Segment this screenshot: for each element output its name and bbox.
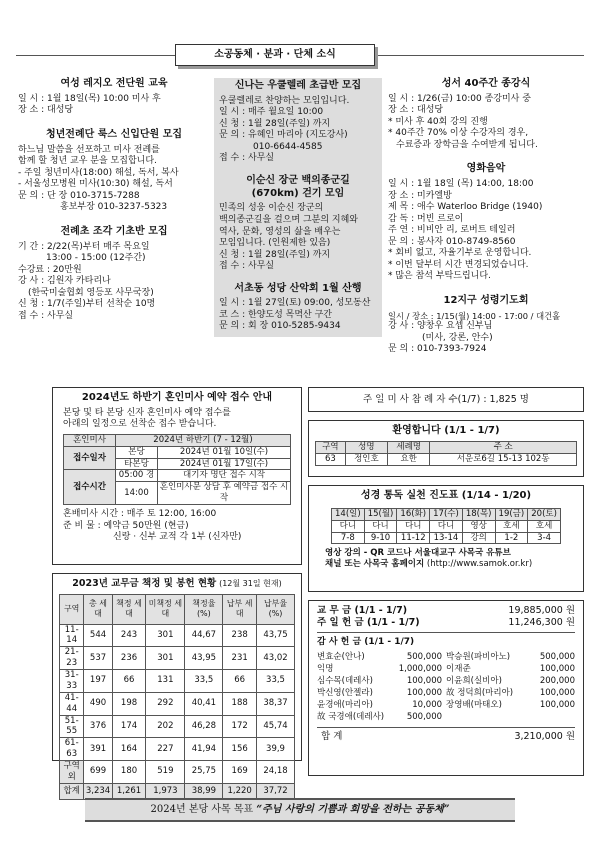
census-cell: 3,234: [84, 783, 112, 800]
donor-name: 변효순(안나): [317, 651, 365, 662]
donor-name: 장영배(마태오): [446, 700, 502, 711]
bible-title: 성경 통독 실천 진도표 (1/14 - 1/20): [360, 490, 532, 501]
notice-line: 장 소 : 대성당: [388, 105, 444, 116]
notice-title: 신나는 우쿨렐레 초급반 모집: [234, 80, 362, 91]
notice-line: 우쿨렐레로 찬양하는 모임입니다.: [219, 95, 350, 106]
wedding-intro: 본당 및 타 본당 신자 혼인미사 예약 접수를: [63, 407, 231, 418]
census-cell: 180: [112, 761, 146, 784]
notice-line: 일시 / 장소 : 1/15(월) 14:00 - 17:00 / 대건홀: [388, 310, 561, 321]
census-cell: 41-44: [60, 692, 84, 715]
notice-line: 13:00 - 15:00 (12주간): [46, 253, 146, 264]
bible-book: 다니: [397, 520, 430, 532]
footer-prefix: 2024년 본당 사목 목표: [150, 804, 254, 815]
notice-line: 하느님 말씀을 선포하고 미사 전례를: [18, 144, 160, 155]
notice-line: 접 수 : 사무실: [18, 310, 74, 321]
total-label: 합 계: [321, 731, 343, 743]
census-cell: 236: [112, 647, 146, 670]
wedding-cell: 혼인미사문 상담 후 예약금 접수 시작: [158, 482, 291, 505]
bible-chapters: 11-12: [397, 532, 430, 544]
notice-line: (한국미술협회 영등포 사무국장): [28, 287, 154, 298]
wedding-cell: 2024년 01월 10일(수): [158, 446, 291, 458]
notice-title: 이순신 장군 백의종군길 (670km) 걷기 모임: [246, 174, 350, 199]
wedding-box: [52, 387, 302, 565]
bible-chapters: 13-14: [430, 532, 463, 544]
bible-box: [308, 485, 584, 592]
census-cell: 197: [84, 670, 112, 693]
attendance-text: 주 일 미 사 참 례 자 수(1/7) : 1,825 명: [363, 394, 529, 405]
wedding-cell: 05:00 경: [116, 470, 158, 482]
wedding-note: 신랑 · 신부 교적 각 1부 (신자만): [113, 532, 242, 543]
notice-line: 장 소 : 대성당: [18, 105, 74, 116]
notice-line: 문 의 : 회 장 010-5285-9434: [219, 321, 341, 332]
notice-prayer: [388, 295, 584, 356]
donor-row: [317, 699, 575, 711]
notice-line: 문 의 : 단 장 010-3715-7288: [18, 190, 140, 201]
notice-line: 일 시 : 1/26(금) 10:00 종강미사 중: [388, 93, 531, 104]
census-cell: 243: [112, 624, 146, 647]
notice-line: 신 청 : 1월 28일(주일) 까지: [219, 118, 331, 129]
notice-line: * 회비 없고, 자율기부로 운영합니다.: [388, 248, 532, 259]
census-th: 총 세대: [84, 594, 112, 624]
finance-label: 주 일 헌 금 (1/1 - 1/7): [317, 617, 420, 629]
welcome-box: [308, 420, 584, 477]
bible-book: 다니: [364, 520, 397, 532]
census-cell: 301: [146, 624, 185, 647]
notice-ukulele: [219, 80, 377, 165]
donor-row: [317, 711, 575, 723]
donor-name: [442, 711, 527, 723]
welcome-th: 주 소: [430, 441, 577, 453]
notice-line: 기 간 : 2/22(목)부터 매주 목요일: [18, 241, 150, 252]
notice-walk: [219, 175, 377, 273]
census-cell: 합계: [60, 783, 84, 800]
bible-day: 17(수): [430, 508, 463, 520]
census-cell: 43,95: [185, 647, 223, 670]
notice-line: 접 수 : 사무실: [219, 153, 275, 164]
notice-line: (미사, 강론, 안수): [422, 332, 493, 343]
bible-book: 호세: [528, 520, 561, 532]
bible-note-line: [317, 559, 575, 570]
welcome-th: 성명: [345, 441, 387, 453]
bible-day: 14(일): [332, 508, 365, 520]
notice-line: 강 사 : 김원자 카타리나: [18, 276, 111, 287]
notice-line: 장 소 : 미카엘방: [388, 190, 452, 201]
finance-value: 19,885,000 원: [508, 605, 575, 616]
bible-chapters: 9-10: [364, 532, 397, 544]
census-th: 납부율 (%): [257, 594, 295, 624]
census-cell: 301: [146, 647, 185, 670]
notice-line: 신 청 : 1월 28일(주일) 까지: [219, 249, 331, 260]
welcome-cell: 서운로6길 15-13 102동: [430, 453, 577, 465]
welcome-title: 환영합니다 (1/1 - 1/7): [392, 425, 500, 436]
wedding-cell: 본당: [116, 446, 158, 458]
bible-day: 19(금): [495, 508, 528, 520]
donor-name: 박승원(파비아노): [446, 651, 511, 662]
bible-day: 15(월): [364, 508, 397, 520]
notice-line: 감 독 : 머빈 르로이: [388, 213, 464, 224]
welcome-th: 구역: [316, 441, 346, 453]
bible-note: 영상 강의 - QR 코드나 서울대교구 사목국 유튜브: [325, 548, 511, 559]
census-cell: 1,973: [146, 783, 185, 800]
census-table: [59, 594, 295, 801]
notice-line: 접 수 : 사무실: [219, 261, 275, 272]
donor-row: [317, 651, 575, 663]
notice-lux: [18, 129, 210, 214]
census-th: 납부 세대: [223, 594, 257, 624]
notice-line: 강 사 : 양창우 요셉 신부님: [388, 321, 493, 332]
donor-amount: 10,000: [412, 700, 443, 711]
donor-amount: 200,000: [539, 675, 575, 686]
notice-line: * 이번 달부터 시간 변경되었습니다.: [388, 259, 529, 270]
census-cell: 43,75: [257, 624, 295, 647]
notice-line: * 미사 후 40회 강의 진행: [388, 116, 488, 127]
census-date: (12월 31일 현재): [219, 579, 282, 588]
census-row: [60, 624, 295, 647]
finance-value: 11,246,300 원: [508, 617, 575, 629]
finance-row: [317, 605, 575, 617]
donor-name: 심수목(데레사): [317, 675, 373, 686]
notice-movie: [388, 163, 584, 282]
census-cell: 51-55: [60, 715, 84, 738]
donor-name: 익명: [317, 663, 334, 674]
notice-line: 주 연 : 비비안 리, 로버트 테일러: [388, 225, 516, 236]
bible-table: [331, 508, 561, 545]
census-cell: 169: [223, 761, 257, 784]
census-cell: 292: [146, 692, 185, 715]
bible-note: 채널 또는 사목국 홈페이지: [325, 559, 425, 570]
welcome-table: [315, 441, 577, 466]
donor-row: [317, 675, 575, 687]
bible-day: 20(토): [528, 508, 561, 520]
donor-name: 이재준: [446, 663, 471, 674]
donor-name: 이윤희(실비아): [446, 675, 502, 686]
notice-line: 제 목 : 애수 Waterloo Bridge (1940): [388, 202, 543, 213]
notice-line: 백의종군길을 걸으며 그분의 지혜와: [219, 215, 358, 225]
footer-banner: [85, 798, 515, 822]
finance-label: 교 무 금 (1/1 - 1/7): [317, 605, 408, 616]
census-cell: 188: [223, 692, 257, 715]
welcome-cell: 63: [316, 453, 346, 465]
census-cell: 131: [146, 670, 185, 693]
census-cell: 44,67: [185, 624, 223, 647]
notice-line: 일 시 : 1월 27일(토) 09:00, 성모동산: [219, 298, 371, 309]
wedding-title: 2024년도 하반기 혼인미사 예약 접수 안내: [81, 392, 273, 403]
notice-legio: [18, 78, 210, 117]
donor-name: 윤경애(마리아): [317, 700, 373, 711]
wedding-note: 준 비 물 : 예약금 50만원 (현금): [63, 520, 189, 531]
census-cell: 39,9: [257, 738, 295, 761]
donor-amount: 100,000: [406, 675, 443, 686]
notice-line: * 40주간 70% 이상 수강자의 경우,: [388, 128, 529, 139]
census-cell: 376: [84, 715, 112, 738]
finance-row: [317, 617, 575, 633]
census-th: 미책정 세대: [146, 594, 185, 624]
census-cell: 38,99: [185, 783, 223, 800]
column-left: [18, 78, 210, 334]
wedding-note: 혼배미사 시간 : 매주 토 12:00, 16:00: [63, 509, 217, 520]
notice-line: 신 청 : 1/7(주일)부터 선착순 10명: [18, 299, 156, 310]
notice-line: 수료증과 장학금을 수여받게 됩니다.: [396, 139, 538, 150]
notice-line: 일 시 : 1월 18일 (목) 14:00, 18:00: [388, 179, 534, 190]
notice-line: 문 의 : 010-7393-7924: [388, 344, 487, 355]
census-cell: 1,220: [223, 783, 257, 800]
census-th: 책정율 (%): [185, 594, 223, 624]
donor-row: [317, 687, 575, 699]
notice-line: 문 의 : 봉사자 010-8749-8560: [388, 236, 516, 247]
bible-book: 다니: [430, 520, 463, 532]
welcome-cell: 요한: [388, 453, 430, 465]
notice-line: 역사, 문화, 영성의 삶을 배우는: [219, 226, 341, 237]
donation-title: 감 사 헌 금 (1/1 - 1/7): [317, 637, 415, 648]
bible-chapters: 1-2: [495, 532, 528, 544]
census-cell: 31-33: [60, 670, 84, 693]
census-heading: [59, 578, 295, 591]
wedding-table: [63, 434, 291, 505]
notice-line: - 서울성모병원 미사(10:30) 해설, 독서: [18, 179, 173, 190]
notice-line: 수강료 : 20만원: [18, 264, 82, 275]
census-cell: 25,75: [185, 761, 223, 784]
donor-amount: 500,000: [406, 651, 443, 662]
attendance-box: [308, 387, 584, 412]
donor-amount: 500,000: [406, 712, 443, 723]
donor-name: 故 정덕희(마리아): [446, 688, 514, 699]
census-cell: 45,74: [257, 715, 295, 738]
wedding-cell: 대기자 명단 접수 시작: [158, 470, 291, 482]
section-header: 소공동체 · 분과 · 단체 소식: [175, 44, 375, 66]
notice-title: 12지구 성령기도회: [443, 294, 529, 306]
welcome-cell: 정인호: [345, 453, 387, 465]
donor-amount: 500,000: [539, 651, 575, 662]
welcome-th: 세례명: [388, 441, 430, 453]
wedding-cell: 타본당: [116, 458, 158, 470]
donor-amount: 100,000: [539, 688, 575, 699]
bible-day: 16(화): [397, 508, 430, 520]
column-middle: [214, 78, 382, 337]
census-cell: 21-23: [60, 647, 84, 670]
wedding-cell: 14:00: [116, 482, 158, 505]
bible-chapters: 강의: [462, 532, 495, 544]
census-cell: 38,37: [257, 692, 295, 715]
census-cell: 537: [84, 647, 112, 670]
census-row: [60, 715, 295, 738]
census-row: [60, 692, 295, 715]
census-cell: 174: [112, 715, 146, 738]
bible-chapters: 7-8: [332, 532, 365, 544]
census-row: [60, 761, 295, 784]
notice-line: 010-6644-4585: [253, 141, 323, 152]
donor-list: [317, 651, 575, 723]
wedding-rowhead: 접수시간: [64, 470, 116, 505]
donor-amount: 100,000: [539, 663, 575, 674]
census-cell: 156: [223, 738, 257, 761]
census-cell: 66: [223, 670, 257, 693]
census-cell: 61-63: [60, 738, 84, 761]
finance-total: [317, 727, 575, 743]
census-cell: 66: [112, 670, 146, 693]
wedding-th: 2024년 하반기 (7 - 12월): [116, 434, 291, 446]
donor-amount: 100,000: [406, 688, 443, 699]
census-cell: 구역외: [60, 761, 84, 784]
census-cell: 490: [84, 692, 112, 715]
donor-name: 故 국경애(데레사): [317, 712, 385, 723]
notice-bible40: [388, 78, 584, 151]
census-cell: 37,72: [257, 783, 295, 800]
notice-hiking: [219, 283, 377, 333]
census-cell: 164: [112, 738, 146, 761]
notice-line: 일 시 : 1월 18일(목) 10:00 미사 후: [18, 93, 161, 104]
wedding-intro: 아래의 일정으로 선착순 접수 받습니다.: [63, 419, 217, 430]
donor-amount: 100,000: [539, 700, 575, 711]
notice-line: 일 시 : 매주 월요일 10:00: [219, 107, 324, 118]
notice-title: 청년전례단 룩스 신입단원 모집: [45, 128, 183, 140]
census-cell: 198: [112, 692, 146, 715]
census-cell: 33,5: [257, 670, 295, 693]
census-row: [60, 647, 295, 670]
donor-name: 박신영(안젤라): [317, 688, 373, 699]
census-cell: 1,261: [112, 783, 146, 800]
donor-row: [317, 663, 575, 675]
bible-book: 호세: [495, 520, 528, 532]
census-cell: 172: [223, 715, 257, 738]
notice-title: 전례초 조각 기초반 모집: [60, 225, 168, 237]
notice-title: 영화음악: [466, 163, 506, 175]
footer-motto: “주님 사랑의 기쁨과 희망을 전하는 공동체”: [256, 804, 450, 815]
notice-line: 홍보부장 010-3237-5323: [60, 202, 168, 213]
bible-book: 영상: [462, 520, 495, 532]
finance-box: [308, 600, 584, 776]
census-cell: 43,02: [257, 647, 295, 670]
census-cell: 11-14: [60, 624, 84, 647]
census-cell: 33,5: [185, 670, 223, 693]
wedding-th: 혼인미사: [64, 434, 116, 446]
census-cell: 46,28: [185, 715, 223, 738]
bible-url: (http://www.samok.or.kr): [426, 559, 533, 570]
census-th: 책정 세대: [112, 594, 146, 624]
notice-line: 문 의 : 유혜인 마리아 (지도강사): [219, 130, 348, 141]
notice-line: 코 스 : 한양도성 목멱산 구간: [219, 309, 332, 320]
notice-line: * 많은 참석 부탁드립니다.: [388, 271, 491, 282]
census-row: [60, 670, 295, 693]
notice-line: - 주일 청년미사(18:00) 해설, 독서, 복사: [18, 167, 179, 178]
notice-title: 서초동 성당 산악회 1월 산행: [234, 282, 362, 294]
census-cell: 40,41: [185, 692, 223, 715]
census-row: [60, 738, 295, 761]
notice-title: 여성 레지오 전단원 교육: [60, 78, 168, 89]
census-cell: 202: [146, 715, 185, 738]
census-box: [52, 573, 302, 797]
bible-day: 18(목): [462, 508, 495, 520]
notice-line: 모임입니다. (인원제한 있음): [219, 238, 331, 249]
census-cell: 544: [84, 624, 112, 647]
census-th: 구역: [60, 594, 84, 624]
census-cell: 231: [223, 647, 257, 670]
census-cell: 238: [223, 624, 257, 647]
census-cell: 391: [84, 738, 112, 761]
census-title: 2023년 교무금 책정 및 봉헌 현황: [72, 578, 217, 589]
census-cell: 41,94: [185, 738, 223, 761]
census-cell: 699: [84, 761, 112, 784]
donor-amount: [527, 711, 575, 723]
census-cell: 519: [146, 761, 185, 784]
notice-line: 민족의 성웅 이순신 장군의: [219, 203, 324, 214]
bible-chapters: 3-4: [528, 532, 561, 544]
bible-book: 다니: [332, 520, 365, 532]
notice-candle: [18, 226, 210, 322]
census-cell: 24,18: [257, 761, 295, 784]
total-value: 3,210,000 원: [514, 731, 575, 743]
notice-line: 함께 할 청년 교우 분을 모집합니다.: [18, 156, 157, 167]
wedding-rowhead: 접수일자: [64, 446, 116, 470]
wedding-cell: 2024년 01월 17일(수): [158, 458, 291, 470]
notice-title: 성서 40주간 종강식: [441, 78, 531, 89]
census-cell: 227: [146, 738, 185, 761]
column-right: [388, 78, 584, 356]
donor-amount: 1,000,000: [398, 663, 443, 674]
